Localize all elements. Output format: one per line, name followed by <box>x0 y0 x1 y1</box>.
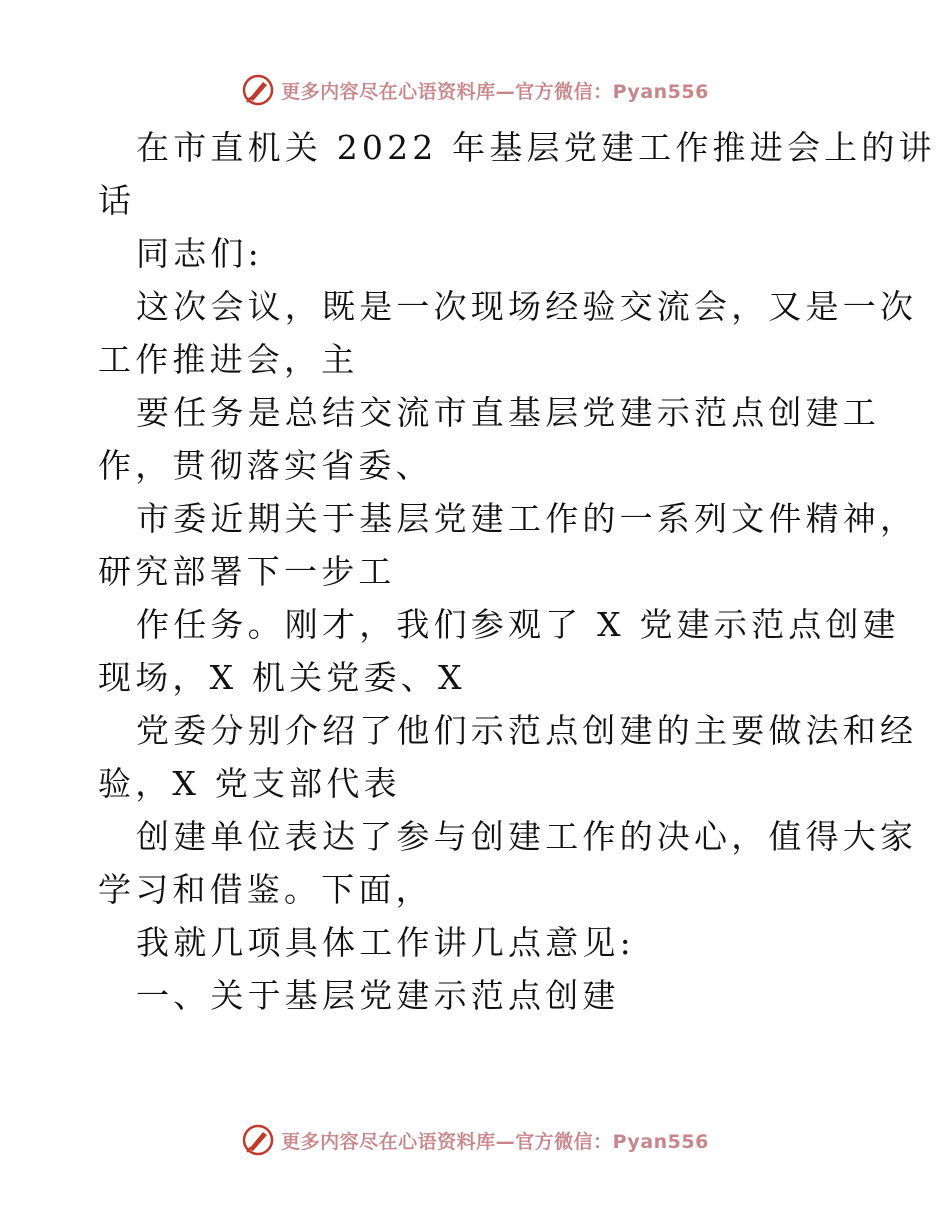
text-line: 研究部署下一步工 <box>98 552 396 591</box>
text-line: 创建单位表达了参与创建工作的决心，值得大家 <box>136 817 918 856</box>
quill-pen-circle-icon <box>241 73 275 107</box>
text-line: 我就几项具体工作讲几点意见: <box>136 923 635 962</box>
document-body <box>98 121 936 1022</box>
text-line: 现场，X 机关党委、X <box>98 658 466 697</box>
text-line: 学习和借鉴。下面， <box>98 870 433 909</box>
text-line: 一、关于基层党建示范点创建 <box>136 976 620 1015</box>
watermark-text: 更多内容尽在心语资料库—官方微信：Pyan556 <box>281 1130 709 1153</box>
text-line: 工作推进会，主 <box>98 340 359 379</box>
text-line: 这次会议，既是一次现场经验交流会，又是一次 <box>136 287 918 326</box>
watermark-text: 更多内容尽在心语资料库—官方微信：Pyan556 <box>281 80 709 103</box>
header-watermark <box>0 70 950 110</box>
text-line: 作任务。刚才，我们参观了 X 党建示范点创建 <box>136 605 900 644</box>
text-line: 党委分别介绍了他们示范点创建的主要做法和经 <box>136 711 918 750</box>
text-line: 要任务是总结交流市直基层党建示范点创建工 <box>136 393 880 432</box>
text-line: 同志们: <box>136 234 263 273</box>
text-line: 话 <box>98 181 136 220</box>
text-line: 验，X 党支部代表 <box>98 764 401 803</box>
quill-pen-circle-icon <box>241 1123 275 1157</box>
text-line: 在市直机关 2022 年基层党建工作推进会上的讲 <box>136 128 936 167</box>
footer-watermark <box>0 1120 950 1160</box>
text-line: 作，贯彻落实省委、 <box>98 446 433 485</box>
text-line: 市委近期关于基层党建工作的一系列文件精神， <box>136 499 918 538</box>
